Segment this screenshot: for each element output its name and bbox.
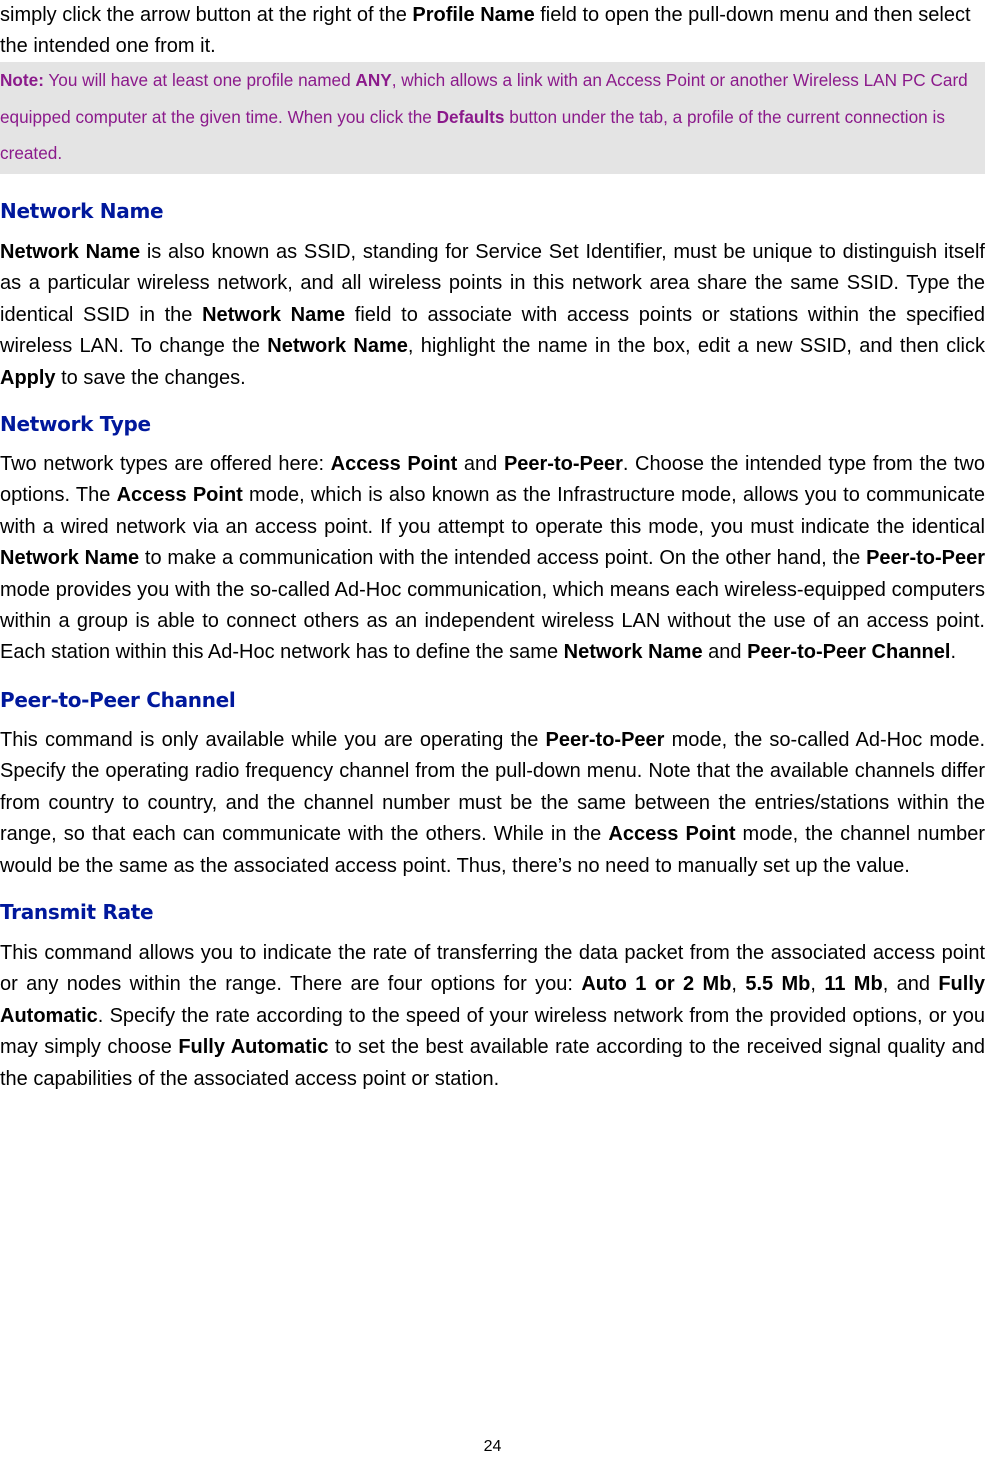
heading-transmit-rate: Transmit Rate [0, 899, 154, 924]
term: Apply [0, 366, 56, 389]
intro-text: field to open the pull-down menu and then select the intended one from it. [0, 4, 971, 57]
intro-text: simply click the arrow button at the right of the [0, 4, 413, 26]
text: to set the best available rate according to the received signal quality and the capabilities of the associated access point or station. [0, 1036, 985, 1090]
term: Access Point [116, 484, 243, 507]
text: to save the changes. [55, 366, 246, 389]
p2p-channel-paragraph [0, 725, 985, 882]
text: , [731, 973, 746, 996]
term: 11 Mb [824, 973, 883, 996]
text: This command allows you to indicate the rate of transferring the data packet from the associated access point or any nodes within the range. There are four options for you: [0, 941, 985, 996]
intro-paragraph [0, 0, 985, 62]
term: Access Point [330, 453, 458, 476]
term: Access Point [608, 823, 736, 846]
term: Auto 1 or 2 Mb [581, 973, 732, 996]
note-term-defaults: Defaults [436, 106, 505, 127]
text: . Choose the intended type from the two options. The [0, 453, 985, 507]
heading-peer-to-peer-channel: Peer-to-Peer Channel [0, 687, 236, 712]
text: , [810, 973, 825, 996]
heading-network-type: Network Type [0, 412, 151, 437]
term: Network Name [563, 641, 703, 664]
term: Network Name [0, 547, 140, 570]
note-box [0, 62, 985, 174]
text: is also known as SSID, standing for Service Set Identifier, must be unique to distinguish itself as a particular wireless network, and all wireless points in this network area share the same SSID. Type the identical SSID in the [0, 241, 985, 326]
term: Peer-to-Peer [866, 547, 985, 570]
text: , and [882, 973, 939, 996]
text: , highlight the name in the box, edit a new SSID, and then click [407, 335, 985, 358]
text: and [702, 641, 748, 664]
network-name-paragraph [0, 237, 985, 394]
note-term-any: ANY [355, 70, 392, 90]
term: Peer-to-Peer [503, 453, 623, 476]
text: . Specify the rate according to the speed of your wireless network from the provided options, or you may simply choose [0, 1004, 985, 1059]
note-label: Note: [0, 70, 44, 90]
term: Fully Automatic [0, 973, 985, 1027]
note-text: , which allows a link with an Access Point or another Wireless LAN PC Card equipped computer at the given time. When you click the [0, 70, 968, 127]
network-type-paragraph [0, 449, 985, 669]
transmit-rate-paragraph [0, 938, 985, 1095]
text: and [457, 453, 504, 476]
term: Fully Automatic [178, 1036, 329, 1059]
profile-name-term: Profile Name [412, 4, 535, 26]
text: to make a communication with the intended access point. On the other hand, the [139, 547, 867, 570]
term: Peer-to-Peer Channel [747, 641, 951, 664]
note-text: button under the tab, a profile of the current connection is created. [0, 106, 945, 163]
text: field to associate with access points or stations within the specified wireless LAN. To change the [0, 303, 985, 358]
text: mode, the so-called Ad-Hoc mode. Specify the operating radio frequency channel from the pull-down menu. Note that the available channels differ from country to country, and the channel number must be the same between the entries/stations within the range, so that each can communicate with the others. While in the [0, 728, 985, 846]
text: . [950, 641, 957, 664]
term: 5.5 Mb [745, 973, 811, 996]
text: Two network types are offered here: [0, 453, 331, 476]
term: Network Name [267, 335, 408, 358]
term: Network Name [0, 241, 141, 263]
text: mode provides you with the so-called Ad-Hoc communication, which means each wireless-equipped computers within a group is able to connect others as an independent wireless LAN without the use of an access point. Each station within this Ad-Hoc network has to define the same [0, 578, 985, 664]
page-number: 24 [483, 1438, 502, 1455]
note-text: You will have at least one profile named [43, 70, 356, 90]
text: mode, the channel number would be the same as the associated access point. Thus, there’s no need to manually set up the value. [0, 823, 985, 877]
term: Network Name [202, 303, 346, 326]
text: mode, which is also known as the Infrastructure mode, allows you to communicate with a wired network via an access point. If you attempt to operate this mode, you must indicate the identical [0, 484, 985, 538]
heading-network-name: Network Name [0, 199, 164, 223]
term: Peer-to-Peer [545, 728, 665, 751]
text: This command is only available while you are operating the [0, 728, 546, 751]
